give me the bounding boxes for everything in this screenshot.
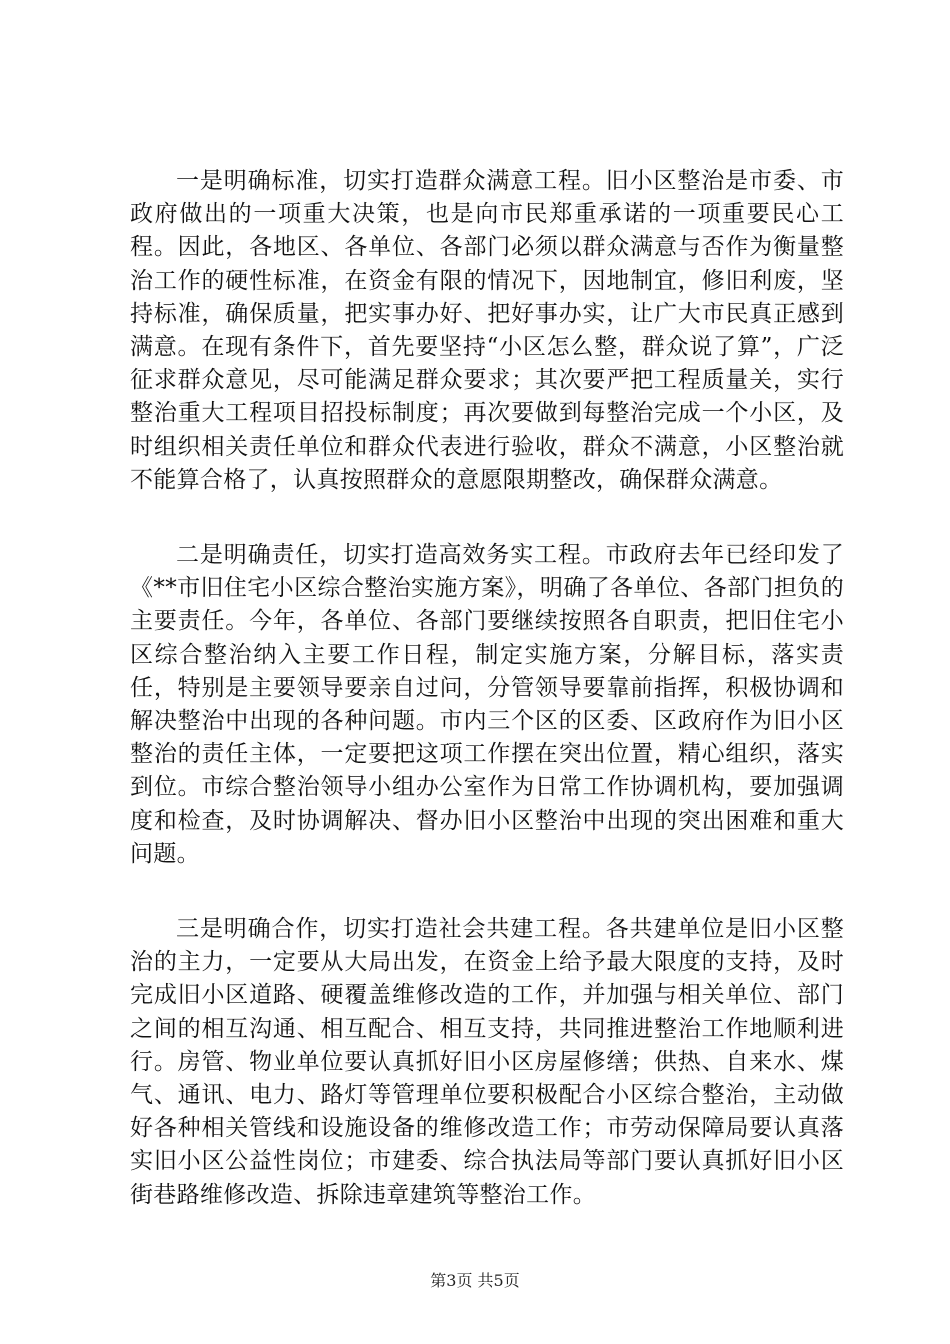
paragraph-cooperation: 三是明确合作，切实打造社会共建工程。各共建单位是旧小区整治的主力，一定要从大局出发，在资金上给予最大限度的支持，及时完成旧小区道路、硬覆盖维修改造的工作，并加强与相关单位、部门之间的相互沟通、相互配合、相互支持，共同推进整治工作地顺利进行。房管、物业单位要认真抓好旧小区房屋修缮；供热、自来水、煤气、通讯、电力、路灯等管理单位要积极配合小区综合整治，主动做好各种相关管线和设施设备的维修改造工作；市劳动保障局要认真落实旧小区公益性岗位；市建委、综合执法局等部门要认真抓好旧小区街巷路维修改造、拆除违章建筑等整治工作。 xyxy=(130,916,844,1208)
page-number-footer: 第3页 共5页 xyxy=(430,1271,520,1290)
document-body xyxy=(130,165,844,1254)
paragraph-responsibility: 二是明确责任，切实打造高效务实工程。市政府去年已经印发了《**市旧住宅小区综合整治实施方案》，明确了各单位、各部门担负的主要责任。今年，各单位、各部门要继续按照各自职责，把旧住宅小区综合整治纳入主要工作日程，制定实施方案，分解目标，落实责任，特别是主要领导要亲自过问，分管领导要靠前指挥，积极协调和解决整治中出现的各种问题。市内三个区的区委、区政府作为旧小区整治的责任主体，一定要把这项工作摆在突出位置，精心组织，落实到位。市综合整治领导小组办公室作为日常工作协调机构，要加强调度和检查，及时协调解决、督办旧小区整治中出现的突出困难和重大问题。 xyxy=(130,542,844,867)
paragraph-standards: 一是明确标准，切实打造群众满意工程。旧小区整治是市委、市政府做出的一项重大决策，也是向市民郑重承诺的一项重要民心工程。因此，各地区、各单位、各部门必须以群众满意与否作为衡量整治工作的硬性标准，在资金有限的情况下，因地制宜，修旧利废，坚持标准，确保质量，把实事办好、把好事办实，让广大市民真正感到满意。在现有条件下，首先要坚持“小区怎么整，群众说了算”，广泛征求群众意见，尽可能满足群众要求；其次要严把工程质量关，实行整治重大工程项目招投标制度；再次要做到每整治完成一个小区，及时组织相关责任单位和群众代表进行验收，群众不满意，小区整治就不能算合格了，认真按照群众的意愿限期整改，确保群众满意。 xyxy=(130,168,844,493)
